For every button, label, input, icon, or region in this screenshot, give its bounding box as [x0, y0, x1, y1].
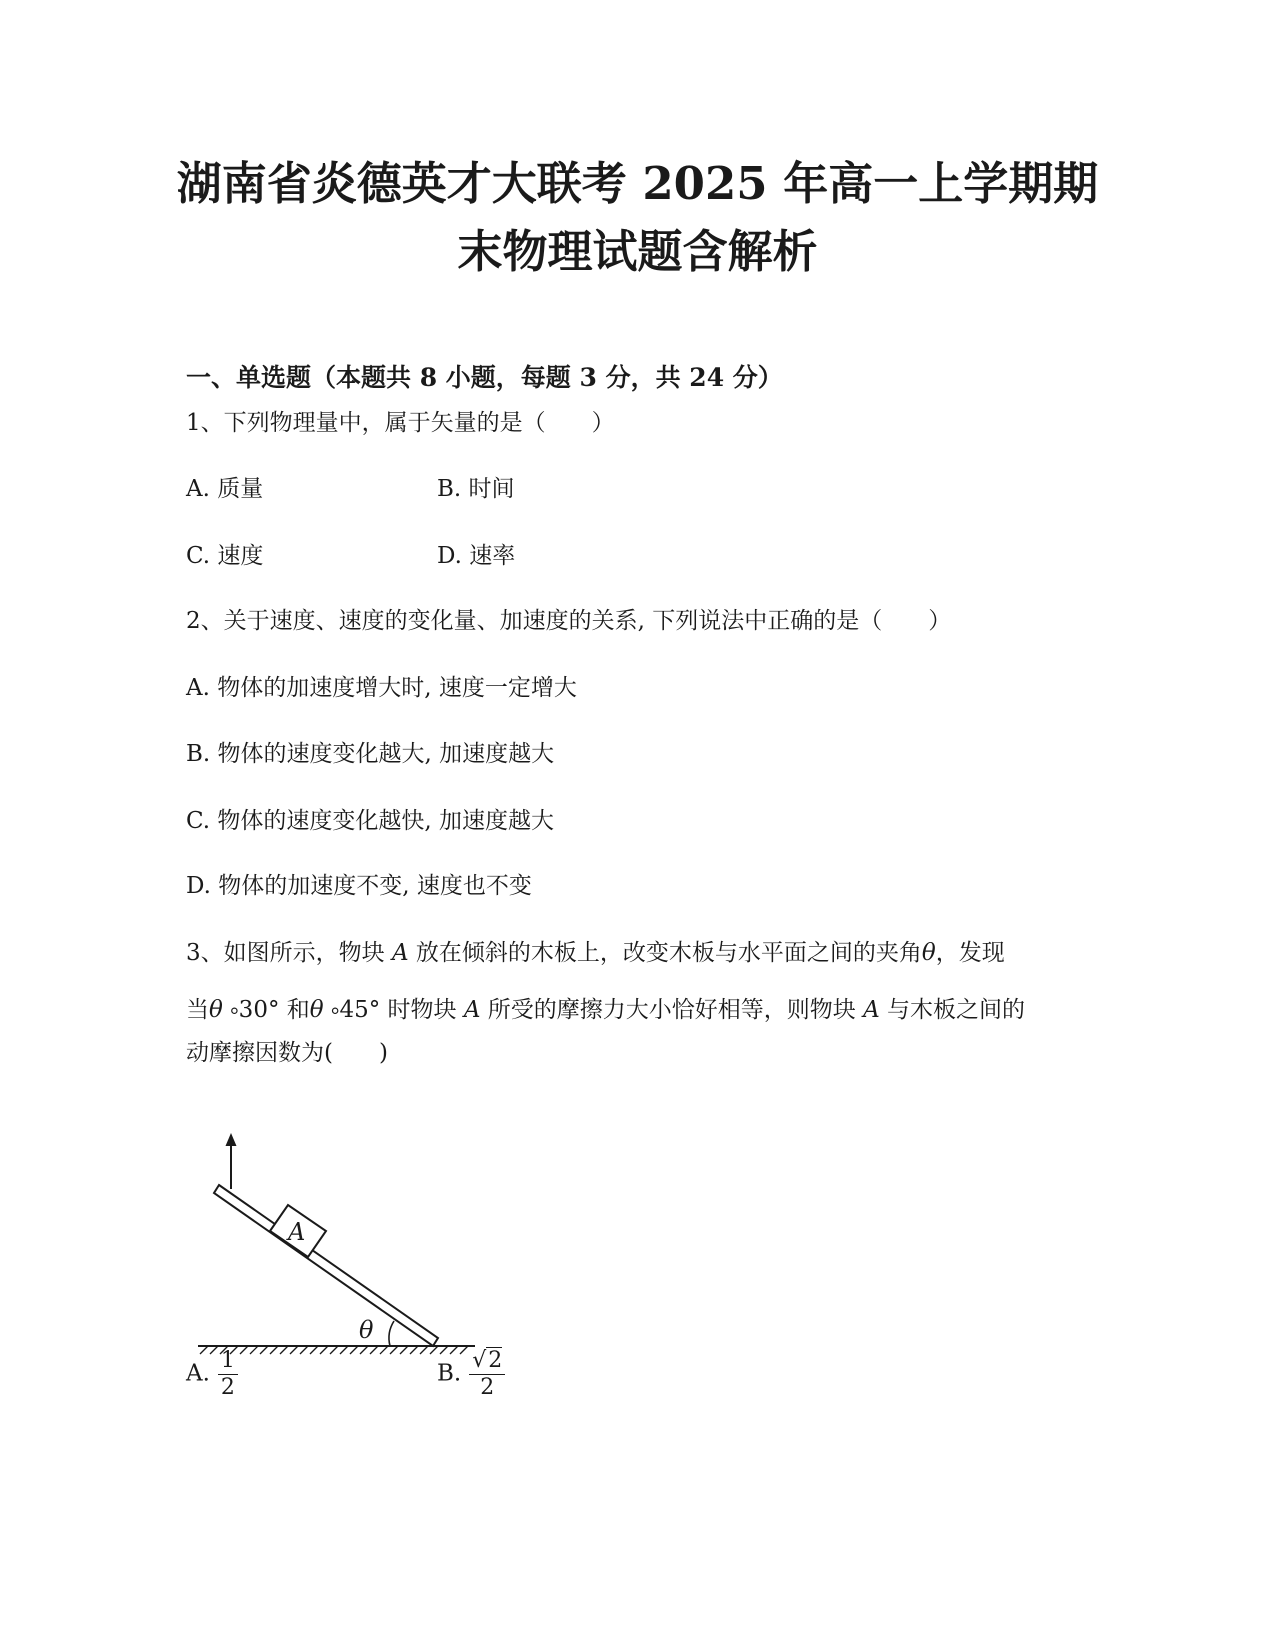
q1-option-b: B. 时间 — [437, 476, 515, 502]
q3-option-a: A. $\frac{1}{2}$ — [186, 1348, 238, 1401]
q3-stem-line-2: 当θ ༚30° 和θ ༚45° 时物块 A 所受的摩擦力大小恰好相等，则物块 A 与木板之间的 — [186, 997, 1026, 1023]
sqrt-icon: √ — [472, 1348, 487, 1373]
q1-option-a: A. 质量 — [186, 476, 264, 502]
incline-figure — [190, 1130, 480, 1355]
q2-option-d: D. 物体的加速度不变, 速度也不变 — [186, 873, 532, 899]
inclined-board — [214, 1185, 438, 1346]
section-heading: 一、单选题（本题共 8 小题，每题 3 分，共 24 分） — [186, 363, 783, 392]
q3-stem-line-3: 动摩擦因数为( ) — [186, 1040, 388, 1066]
q1-option-c: C. 速度 — [186, 543, 264, 569]
q2-option-c: C. 物体的速度变化越快, 加速度越大 — [186, 808, 555, 834]
q2-option-b: B. 物体的速度变化越大, 加速度越大 — [186, 741, 555, 767]
q3-option-b: B. $\frac{√2}{2}$ — [437, 1348, 505, 1401]
ground-hatching — [200, 1346, 468, 1354]
arrow-head-icon — [226, 1133, 237, 1146]
angle-label: θ — [359, 1316, 374, 1344]
q2-option-a: A. 物体的加速度增大时, 速度一定增大 — [186, 675, 577, 701]
q2-stem: 2、关于速度、速度的变化量、加速度的关系, 下列说法中正确的是（ ） — [186, 608, 952, 634]
angle-arc — [389, 1321, 394, 1346]
fraction-one-half: $\frac{1}{2}$ — [218, 1348, 238, 1401]
block-label: A — [288, 1218, 306, 1246]
document-title — [150, 150, 1125, 286]
q1-stem: 1、下列物理量中，属于矢量的是（ ） — [186, 410, 615, 436]
title-line-1: 湖南省炎德英才大联考 2025 年高一上学期期 — [176, 157, 1099, 210]
q1-option-d: D. 速率 — [437, 543, 516, 569]
title-line-2: 末物理试题含解析 — [457, 225, 818, 278]
q3-stem-line-1: 3、如图所示，物块 A 放在倾斜的木板上，改变木板与水平面之间的夹角θ，发现 — [186, 940, 1005, 966]
fraction-root2-over-2: $\frac{√2}{2}$ — [469, 1348, 505, 1401]
